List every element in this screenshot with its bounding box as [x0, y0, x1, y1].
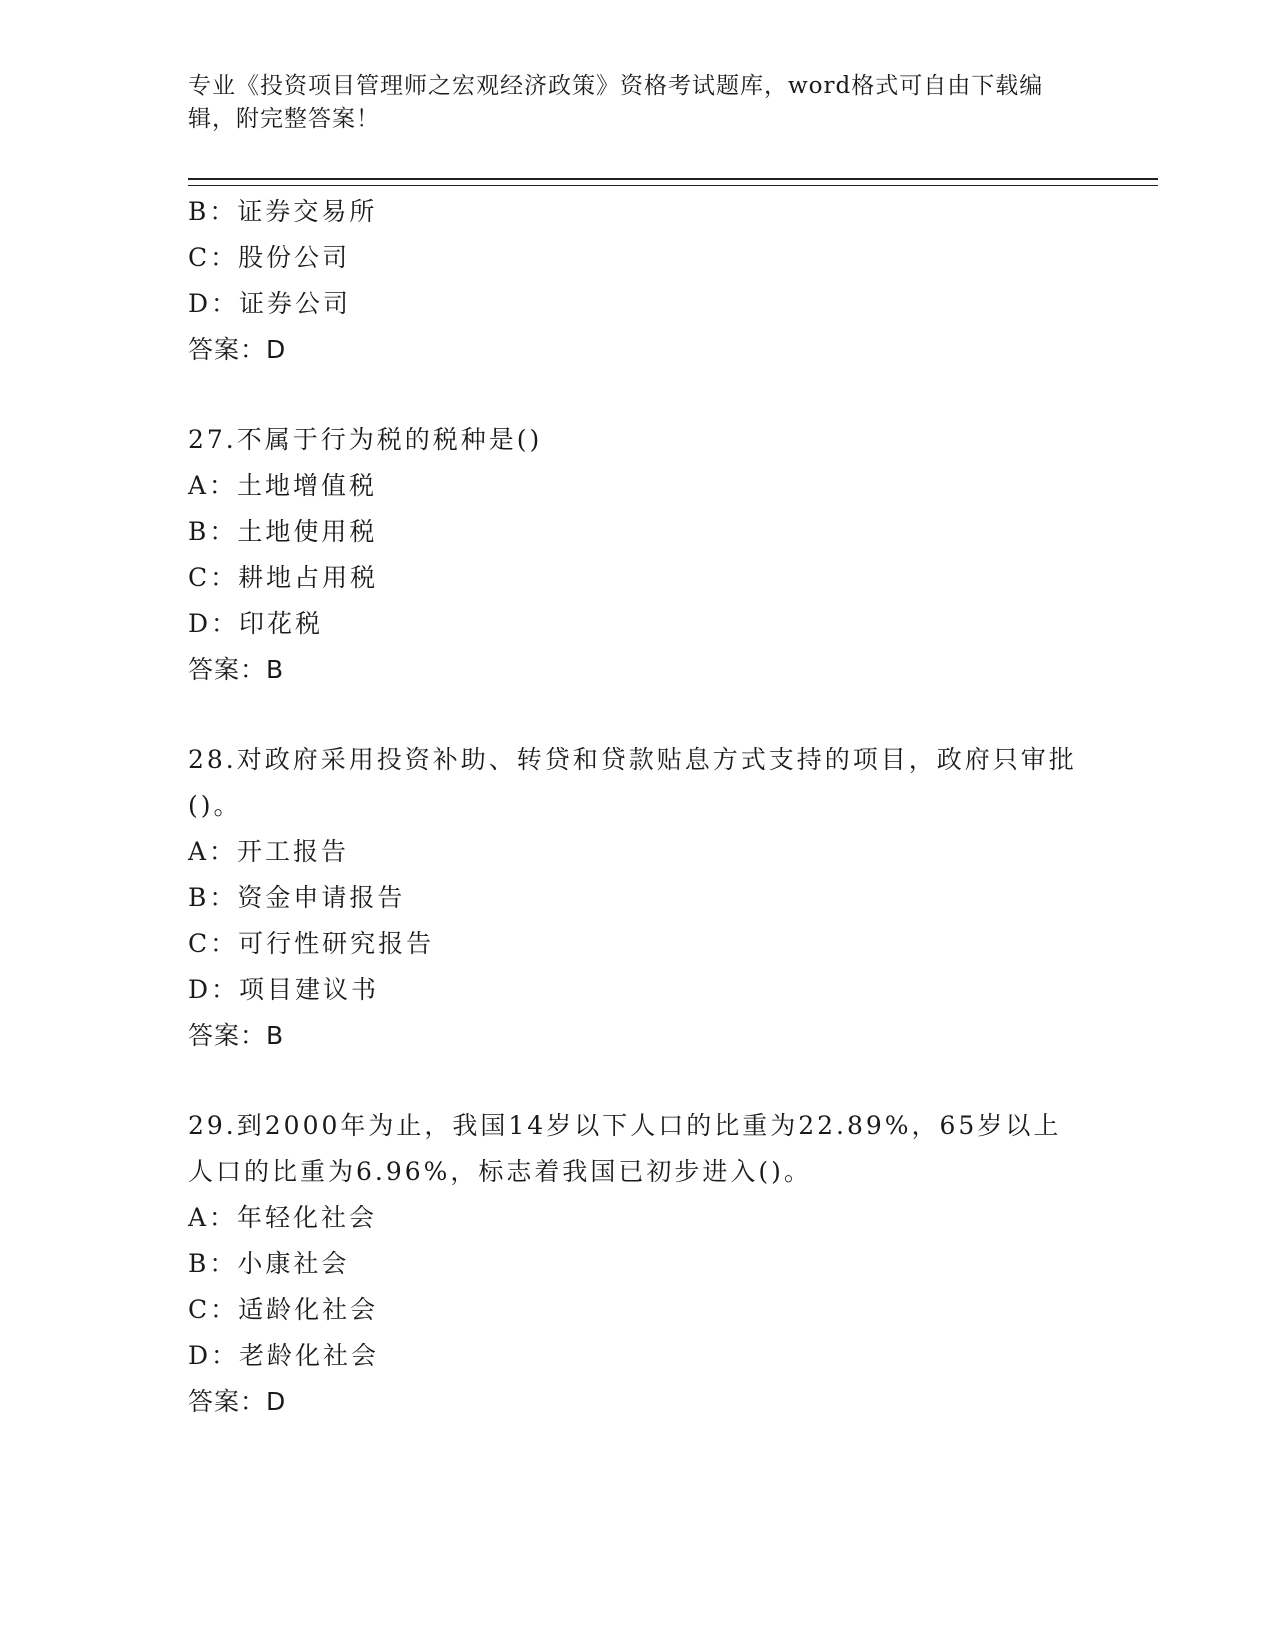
option-d: D：项目建议书: [188, 975, 380, 1004]
answer: 答案：B: [188, 655, 285, 684]
option-b: B：资金申请报告: [188, 883, 406, 912]
question-stem: 29.到2000年为止，我国14岁以下人口的比重为22.89%，65岁以上人口的比重为6.96%，标志着我国已初步进入()。: [188, 1111, 1062, 1186]
option-c: C：耕地占用税: [188, 563, 379, 592]
option-b: B：土地使用税: [188, 517, 378, 546]
option-a: A：土地增值税: [188, 471, 378, 500]
option-d: D：老龄化社会: [188, 1341, 380, 1370]
answer: 答案：D: [188, 1387, 287, 1416]
spacer: [188, 1059, 1088, 1103]
option-b: B：证券交易所: [188, 197, 378, 226]
option-a: A：开工报告: [188, 837, 350, 866]
question-28: [188, 737, 1088, 1059]
page-header: 专业《投资项目管理师之宏观经济政策》资格考试题库，word格式可自由下载编辑，附完整答案！: [188, 73, 1044, 132]
option-c: C：适龄化社会: [188, 1295, 379, 1324]
question-list: [188, 189, 1088, 1425]
answer: 答案：D: [188, 335, 287, 364]
question-29: [188, 1103, 1088, 1425]
option-d: D：证券公司: [188, 289, 352, 318]
answer: 答案：B: [188, 1021, 285, 1050]
question-27: [188, 417, 1088, 693]
question-26-continued: [188, 189, 1088, 373]
header-divider: [188, 178, 1158, 186]
option-c: C：可行性研究报告: [188, 929, 435, 958]
option-d: D：印花税: [188, 609, 324, 638]
option-a: A：年轻化社会: [188, 1203, 378, 1232]
spacer: [188, 693, 1088, 737]
question-stem: 27.不属于行为税的税种是(): [188, 425, 543, 454]
option-b: B：小康社会: [188, 1249, 350, 1278]
question-stem: 28.对政府采用投资补助、转贷和贷款贴息方式支持的项目，政府只审批()。: [188, 745, 1077, 820]
spacer: [188, 373, 1088, 417]
option-c: C：股份公司: [188, 243, 351, 272]
